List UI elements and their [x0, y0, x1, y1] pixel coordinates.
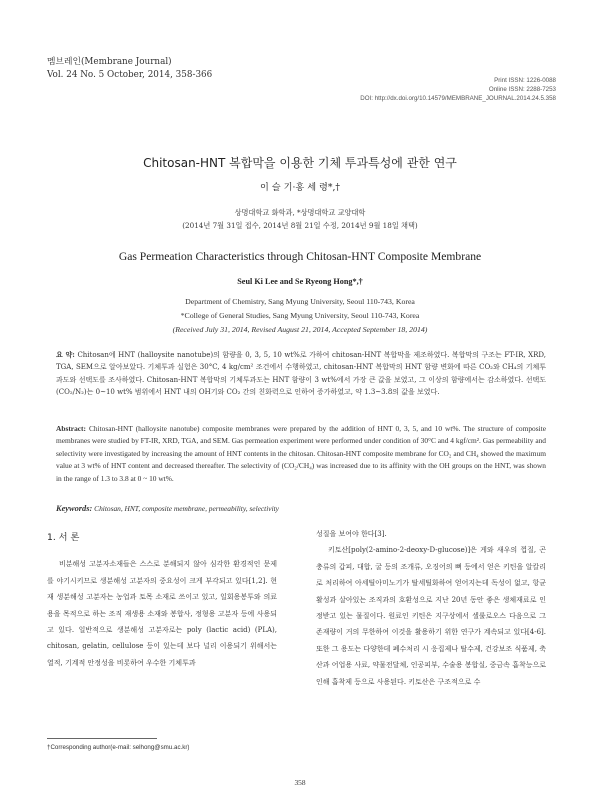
title-korean: Chitosan-HNT 복합막을 이용한 기체 투과특성에 관한 연구: [143, 156, 457, 170]
issn-block: [360, 76, 556, 103]
abstract-english: [56, 423, 546, 485]
print-issn: Print ISSN: 1226-0088: [494, 77, 556, 84]
left-column: [47, 526, 277, 671]
abstract-korean-text: Chitosan에 HNT (halloysite nanotube)의 함량을 0, 3, 5, 10 wt%로 가하여 chitosan-HNT 복합막을 제조하였다. 복합막의 구조는 FT-IR, XRD, TGA, SEM으로 알아보았다. 기체투과 실험은 30°C, 4 kg/cm² 조건에서 수행하였고, chitosan-HNT 복합막의 HNT 함량 변화에 따른 CO₂와 CH₄의 기체투과도와 선택도를 조사하였다. Chitosan-HNT 복합막의 기체투과도는 HNT 함량이 3 wt%에서 가장 큰 값을 보였고, 그 이상의 함량에서는 감소하였다. 선택도(CO₂/N₂)는 0~10 wt% 범위에서 HNT 내의 OH기와 CO₂ 간의 친화력으로 인하여 증가하였고, 약 1.3~3.8의 값을 보였다.: [56, 351, 546, 397]
received-dates-english: (Received July 31, 2014, Revised August 21, 2014, Accepted September 18, 2014): [172, 325, 428, 334]
footnote-rule: [47, 738, 157, 739]
abstract-english-label: Abstract:: [56, 424, 86, 433]
abstract-korean-label: 요 약:: [56, 350, 75, 359]
abstract-english-text: Chitosan-HNT (halloysite nanotube) composite membranes were prepared by the addition of HNT 0, 3, 5, and 10 wt%. The structure of composite membranes were studied by FT-IR, XRD, TGA, and SEM. Gas permeation experiment were performed under condition of 30°C and 4 kgf/cm². Gas permeability and selectivity were investigated by increasing the amount of HNT contents in the chitosan. Chitosan-HNT composite membrane for CO₂ and CH₄ showed the maximum value at 3 wt% of HNT content and decreased thereafter. The selectivity of (CO₂/CH₄) was increased due to its affinity with the OH groups on the HNT, was shown in the range of 1.3 to 3.8 at 0 ~ 10 wt%.: [56, 424, 546, 483]
title-english: Gas Permeation Characteristics through Chitosan-HNT Composite Membrane: [118, 250, 482, 263]
journal-name: 멤브레인(Membrane Journal): [47, 57, 172, 67]
section-heading-introduction: 1. 서 론: [47, 532, 80, 543]
received-dates-korean: (2014년 7월 31일 접수, 2014년 8월 21일 수정, 2014년 9월 18일 채택): [182, 221, 418, 230]
keywords-text: Chitosan, HNT, composite membrane, permeability, selectivity: [94, 504, 279, 513]
authors-english: Seul Ki Lee and Se Ryeong Hong*,†: [237, 277, 363, 286]
affiliation-english: [0, 295, 600, 337]
page-number: 358: [294, 778, 306, 787]
footnote: †Corresponding author(e-mail: selhong@smu.ac.kr): [47, 744, 190, 751]
abstract-korean: [56, 349, 546, 399]
affiliation-korean-line: 상명대학교 화학과, *상명대학교 교양대학: [234, 208, 366, 217]
right-paragraph-1: 성질을 보여야 한다[3].: [316, 530, 387, 538]
journal-volume: Vol. 24 No. 5 October, 2014, 358-366: [47, 70, 213, 80]
affiliation-korean: [0, 206, 600, 232]
keywords: [56, 504, 546, 513]
right-paragraph-2: 키토산[poly(2-amino-2-deoxy-D-glucose)]은 게와 새우의 껍질, 곤충류의 갑피, 대합, 굴 등의 조개류, 오징어의 뼈 등에서 얻은 키틴을 알칼리로 처리하여 아세틸아미노기가 탈세틸화하여 얻어지는데 독성이 없고, 항균 활성과 살아있는 조직과의 호환성으로 지난 20년 동안 좋은 생체재료로 인정받고 있는 물질이다. 원료인 키틴은 지구상에서 셀룰로오스 다음으로 그 존재량이 거의 무한하여 이것을 활용하기 위한 연구가 계속되고 있다[4-6]. 또한 그 용도는 다양한데 폐수처리 시 응집제나 탈수제, 건강보조 식품제, 축산과 어업용 사료, 약물전달체, 인공피부, 수술용 봉합실, 중금속 흡착능으로 인해 흡착제 등으로 사용된다. 키토산은 구조적으로 수: [316, 546, 546, 686]
journal-header: [47, 56, 212, 82]
online-issn: Online ISSN: 2288-7253: [488, 86, 556, 93]
introduction-paragraph: 비분해성 고분자소재들은 스스로 분해되지 않아 심각한 환경적인 문제를 야기시키므로 생분해성 고분자의 중요성이 크게 부각되고 있다[1,2]. 현재 생분해성 고분자는 농업과 토목 소재로 쓰이고 있고, 일회용봉투와 의료용을 목적으로 하는 조직 재생용 소재와 봉합사, 정형용 고분자 등에 사용되고 있다. 일반적으로 생분해성 고분자로는 poly (lactic acid) (PLA), chitosan, gelatin, cellulose 등이 있는데 보다 널리 이용되기 위해서는 열적, 기계적 안정성을 비롯하여 우수한 기체투과: [47, 560, 277, 667]
affiliation-english-line2: *College of General Studies, Sang Myung University, Seoul 110-743, Korea: [180, 311, 420, 320]
affiliation-english-line1: Department of Chemistry, Sang Myung University, Seoul 110-743, Korea: [185, 297, 415, 306]
right-column: [316, 526, 546, 690]
doi-link[interactable]: DOI: http://dx.doi.org/10.14579/MEMBRANE_JOURNAL.2014.24.5.358: [360, 95, 556, 102]
authors-korean: 이 슬 기·홍 세 령*,†: [260, 182, 340, 193]
keywords-label: Keywords:: [56, 504, 93, 513]
